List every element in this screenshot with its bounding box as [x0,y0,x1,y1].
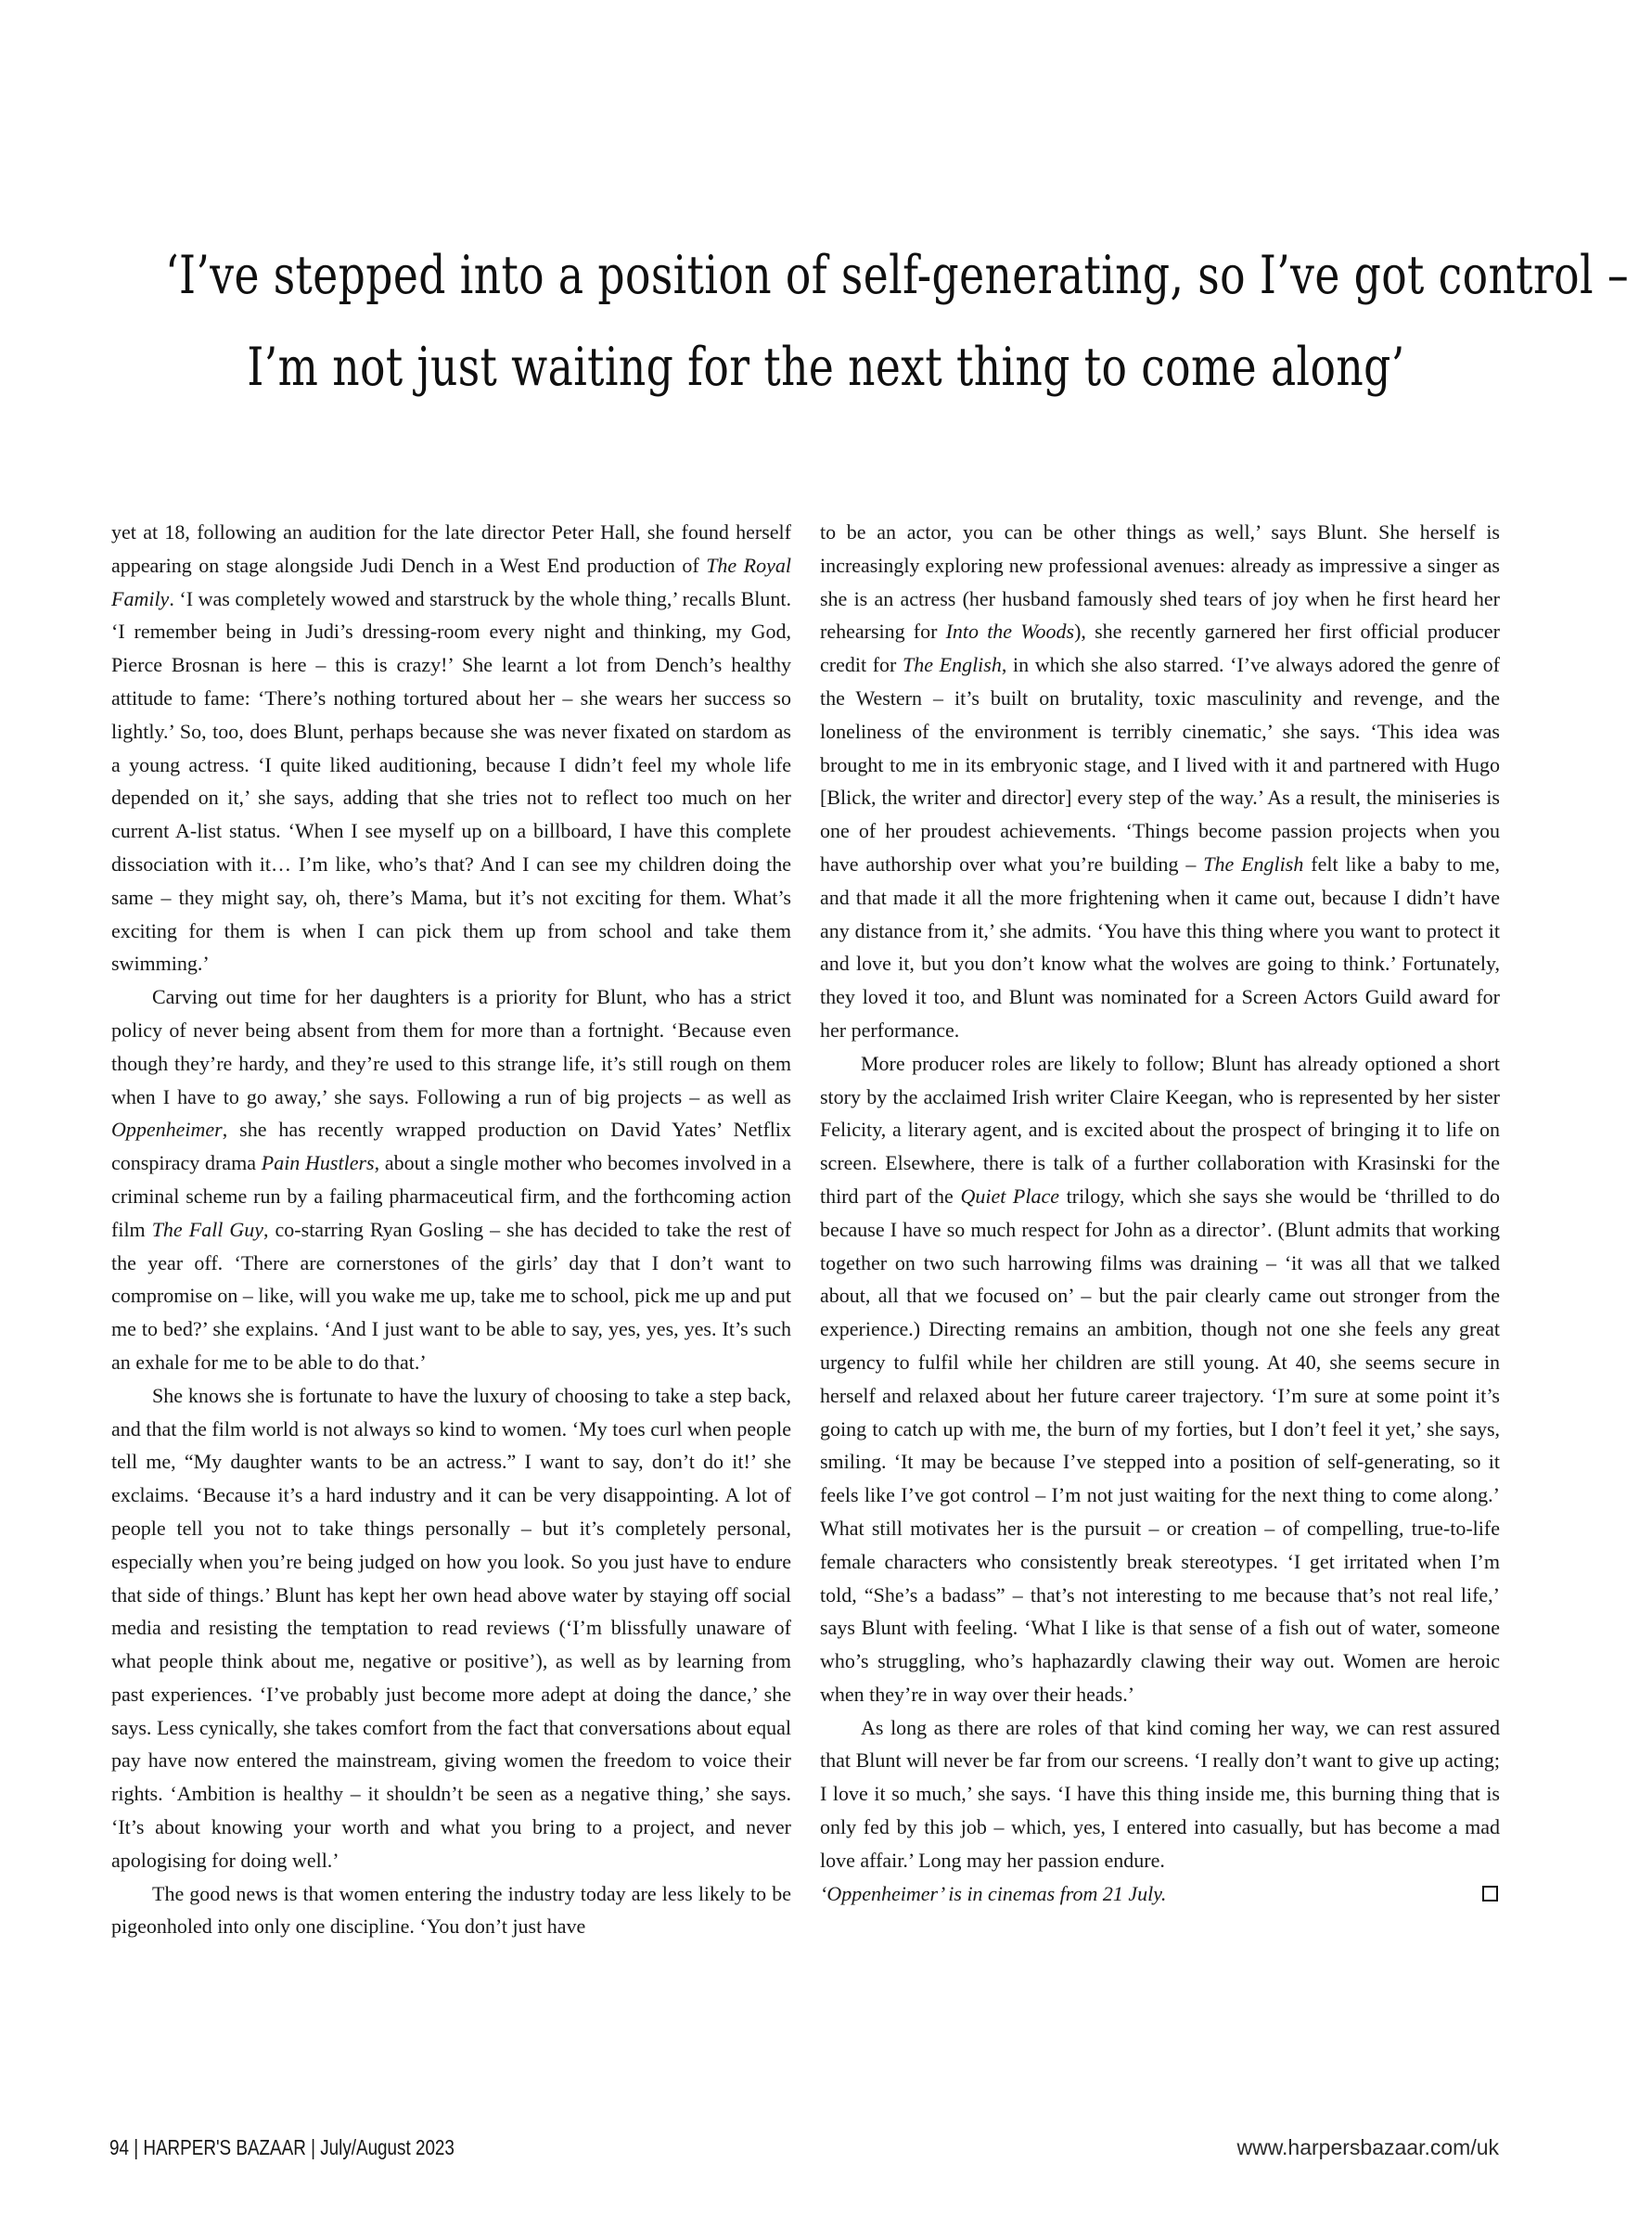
article-paragraph [111,1379,791,1877]
pull-quote [0,230,1652,414]
paragraph-text: As long as there are roles of that kind coming her way, we can rest assured that Blunt will never be far from our screens. ‘I really don’t want to give up acting; I love it so much,’ she says. ‘I have this thing inside me, this burning thing that is only fed by this job – which, yes, I entered into casually, but has become a mad love affair.’ Long may her passion endure. [820,1715,1500,1872]
paragraph-text: to be an actor, you can be other things as well,’ says Blunt. She herself is increasingly exploring new professional avenues: already as impressive a singer as she is an actress (her husband famously shed tears of joy when he first heard her rehearsing for Into the Woods), she recently garnered her first official producer credit for The English, in which she also starred. ‘I’ve always adored the genre of the Western – it’s built on brutality, toxic masculinity and revenge, and the loneliness of the environment is terribly cinematic,’ she says. ‘This idea was brought to me in its embryonic stage, and I lived with it and partnered with Hugo [Blick, the writer and director] every step of the way.’ As a result, the miniseries is one of her proudest achievements. ‘Things become passion projects when you have authorship over what you’re building – The English felt like a baby to me, and that made it all the more frightening when it came out, because I didn’t have any distance from it,’ she admits. ‘You have this thing where you want to protect it and love it, but you don’t know what the wolves are going to think.’ Fortunately, they loved it too, and Blunt was nominated for a Screen Actors Guild award for her performance. [820,520,1501,1042]
pull-quote-line-2: I’m not just waiting for the next thing to come along’ [247,337,1405,398]
paragraph-text: yet at 18, following an audition for the late director Peter Hall, she found herself appearing on stage alongside Judi Dench in a West End production of The Royal Family. ‘I was completely wowed and starstruck by the whole thing,’ recalls Blunt. ‘I remember being in Judi’s dressing-room every night and thinking, my God, Pierce Brosnan is here – this is crazy!’ She learnt a lot from Dench’s healthy attitude to fame: ‘There’s nothing tortured about her – she wears her success so lightly.’ So, too, does Blunt, perhaps because she was never fixated on stardom as a young actress. ‘I quite liked auditioning, because I didn’t feel my whole life depended on it,’ she says, adding that she tries not to reflect too much on her current A-list status. ‘When I see myself up on a billboard, I have this complete dissociation with it… I’m like, who’s that? And I can see my children doing the same – they might say, oh, there’s Mama, but it’s not exciting for them. What’s exciting for them is when I can pick them up from school and take them swimming.’ [111,520,791,976]
paragraph-text: Carving out time for her daughters is a priority for Blunt, who has a strict policy of never being absent from them for more than a fortnight. ‘Because even though they’re hardy, and they’re used to this strange life, it’s still rough on them when I have to go away,’ she says. Following a run of big projects – as well as Oppenheimer, she has recently wrapped production on David Yates’ Netflix conspiracy drama Pain Hustlers, about a single mother who becomes involved in a criminal scheme run by a failing pharmaceutical firm, and the forthcoming action film The Fall Guy, co-starring Ryan Gosling – she has decided to take the rest of the year off. ‘There are cornerstones of the girls’ day that I don’t want to compromise on – like, will you wake me up, take me to school, pick me up and put me to bed?’ she explains. ‘And I just want to be able to say, yes, yes, yes. It’s such an exhale for me to be able to do that.’ [111,985,791,1374]
folio-left: 94 | HARPER'S BAZAAR | July/August 2023 [109,2135,455,2159]
article-column-right [820,516,1500,2134]
paragraph-text: She knows she is fortunate to have the luxury of choosing to take a step back, and that the film world is not always so kind to women. ‘My toes curl when people tell me, “My daughter wants to be an actress.” I want to say, don’t do it!’ she exclaims. ‘Because it’s a hard industry and it can be very disappointing. A lot of people tell you not to take things personally – but it’s completely personal, especially when you’re being judged on how you look. So you just have to endure that side of things.’ Blunt has kept her own head above water by staying off social media and resisting the temptation to read reviews (‘I’m blissfully unaware of what people think about me, negative or positive’), as well as by learning from past experiences. ‘I’ve probably just become more adept at doing the dance,’ she says. Less cynically, she takes comfort from the fact that conversations about equal pay have now entered the mainstream, giving women the freedom to voice their rights. ‘Ambition is healthy – it shouldn’t be seen as a negative thing,’ she says. ‘It’s about knowing your worth and what you bring to a project, and never apologising for doing well.’ [111,1383,791,1872]
footer-url: www.harpersbazaar.com/uk [1236,2135,1499,2159]
article-paragraph [111,980,791,1379]
article-paragraph [820,1047,1500,1711]
paragraph-text: More producer roles are likely to follow; Blunt has already optioned a short story by the acclaimed Irish writer Claire Keegan, who is represented by her sister Felicity, a literary agent, and is excited about the prospect of bringing it to life on screen. Elsewhere, there is talk of a further collaboration with Krasinski for the third part of the Quiet Place trilogy, which she says she would be ‘thrilled to do because I have so much respect for John as a director’. (Blunt admits that working together on two such harrowing films was draining – ‘it was all that we talked about, all that we focused on’ – but the pair clearly came out stronger from the experience.) Directing remains an ambition, though not one she feels any great urgency to fulfil while her children are still young. At 40, she seems secure in herself and relaxed about her future career trajectory. ‘I’m sure at some point it’s going to catch up with me, the burn of my forties, but I don’t feel it yet,’ she says, smiling. ‘It may be because I’ve stepped into a position of self-generating, so it feels like I’ve got control – I’m not just waiting for the next thing to come along.’ What still motivates her is the pursuit – or creation – of compelling, true-to-life female characters who consistently break stereotypes. ‘I get irritated when I’m told, “She’s a badass” – that’s not interesting to me because that’s not real life,’ says Blunt with feeling. ‘What I like is that sense of a fish out of water, someone who’s struggling, who’s haphazardly clawing their way out. Women are heroic when they’re in way over their heads.’ [820,1051,1500,1706]
pull-quote-line-1: ‘I’ve stepped into a position of self-generating, so I’ve got control – [165,245,1630,306]
article-column-left [111,516,791,2134]
end-of-article-icon [1482,1886,1498,1901]
article-credit-line [820,1877,1500,1911]
paragraph-text: ‘Oppenheimer’ is in cinemas from 21 July. [820,1881,1167,1905]
article-paragraph [111,516,791,980]
article-paragraph [820,516,1500,1047]
article-paragraph [820,1711,1500,1877]
article-paragraph [111,1877,791,1944]
paragraph-text: The good news is that women entering the industry today are less likely to be pigeonholed into only one discipline. ‘You don’t just have [111,1881,791,1939]
